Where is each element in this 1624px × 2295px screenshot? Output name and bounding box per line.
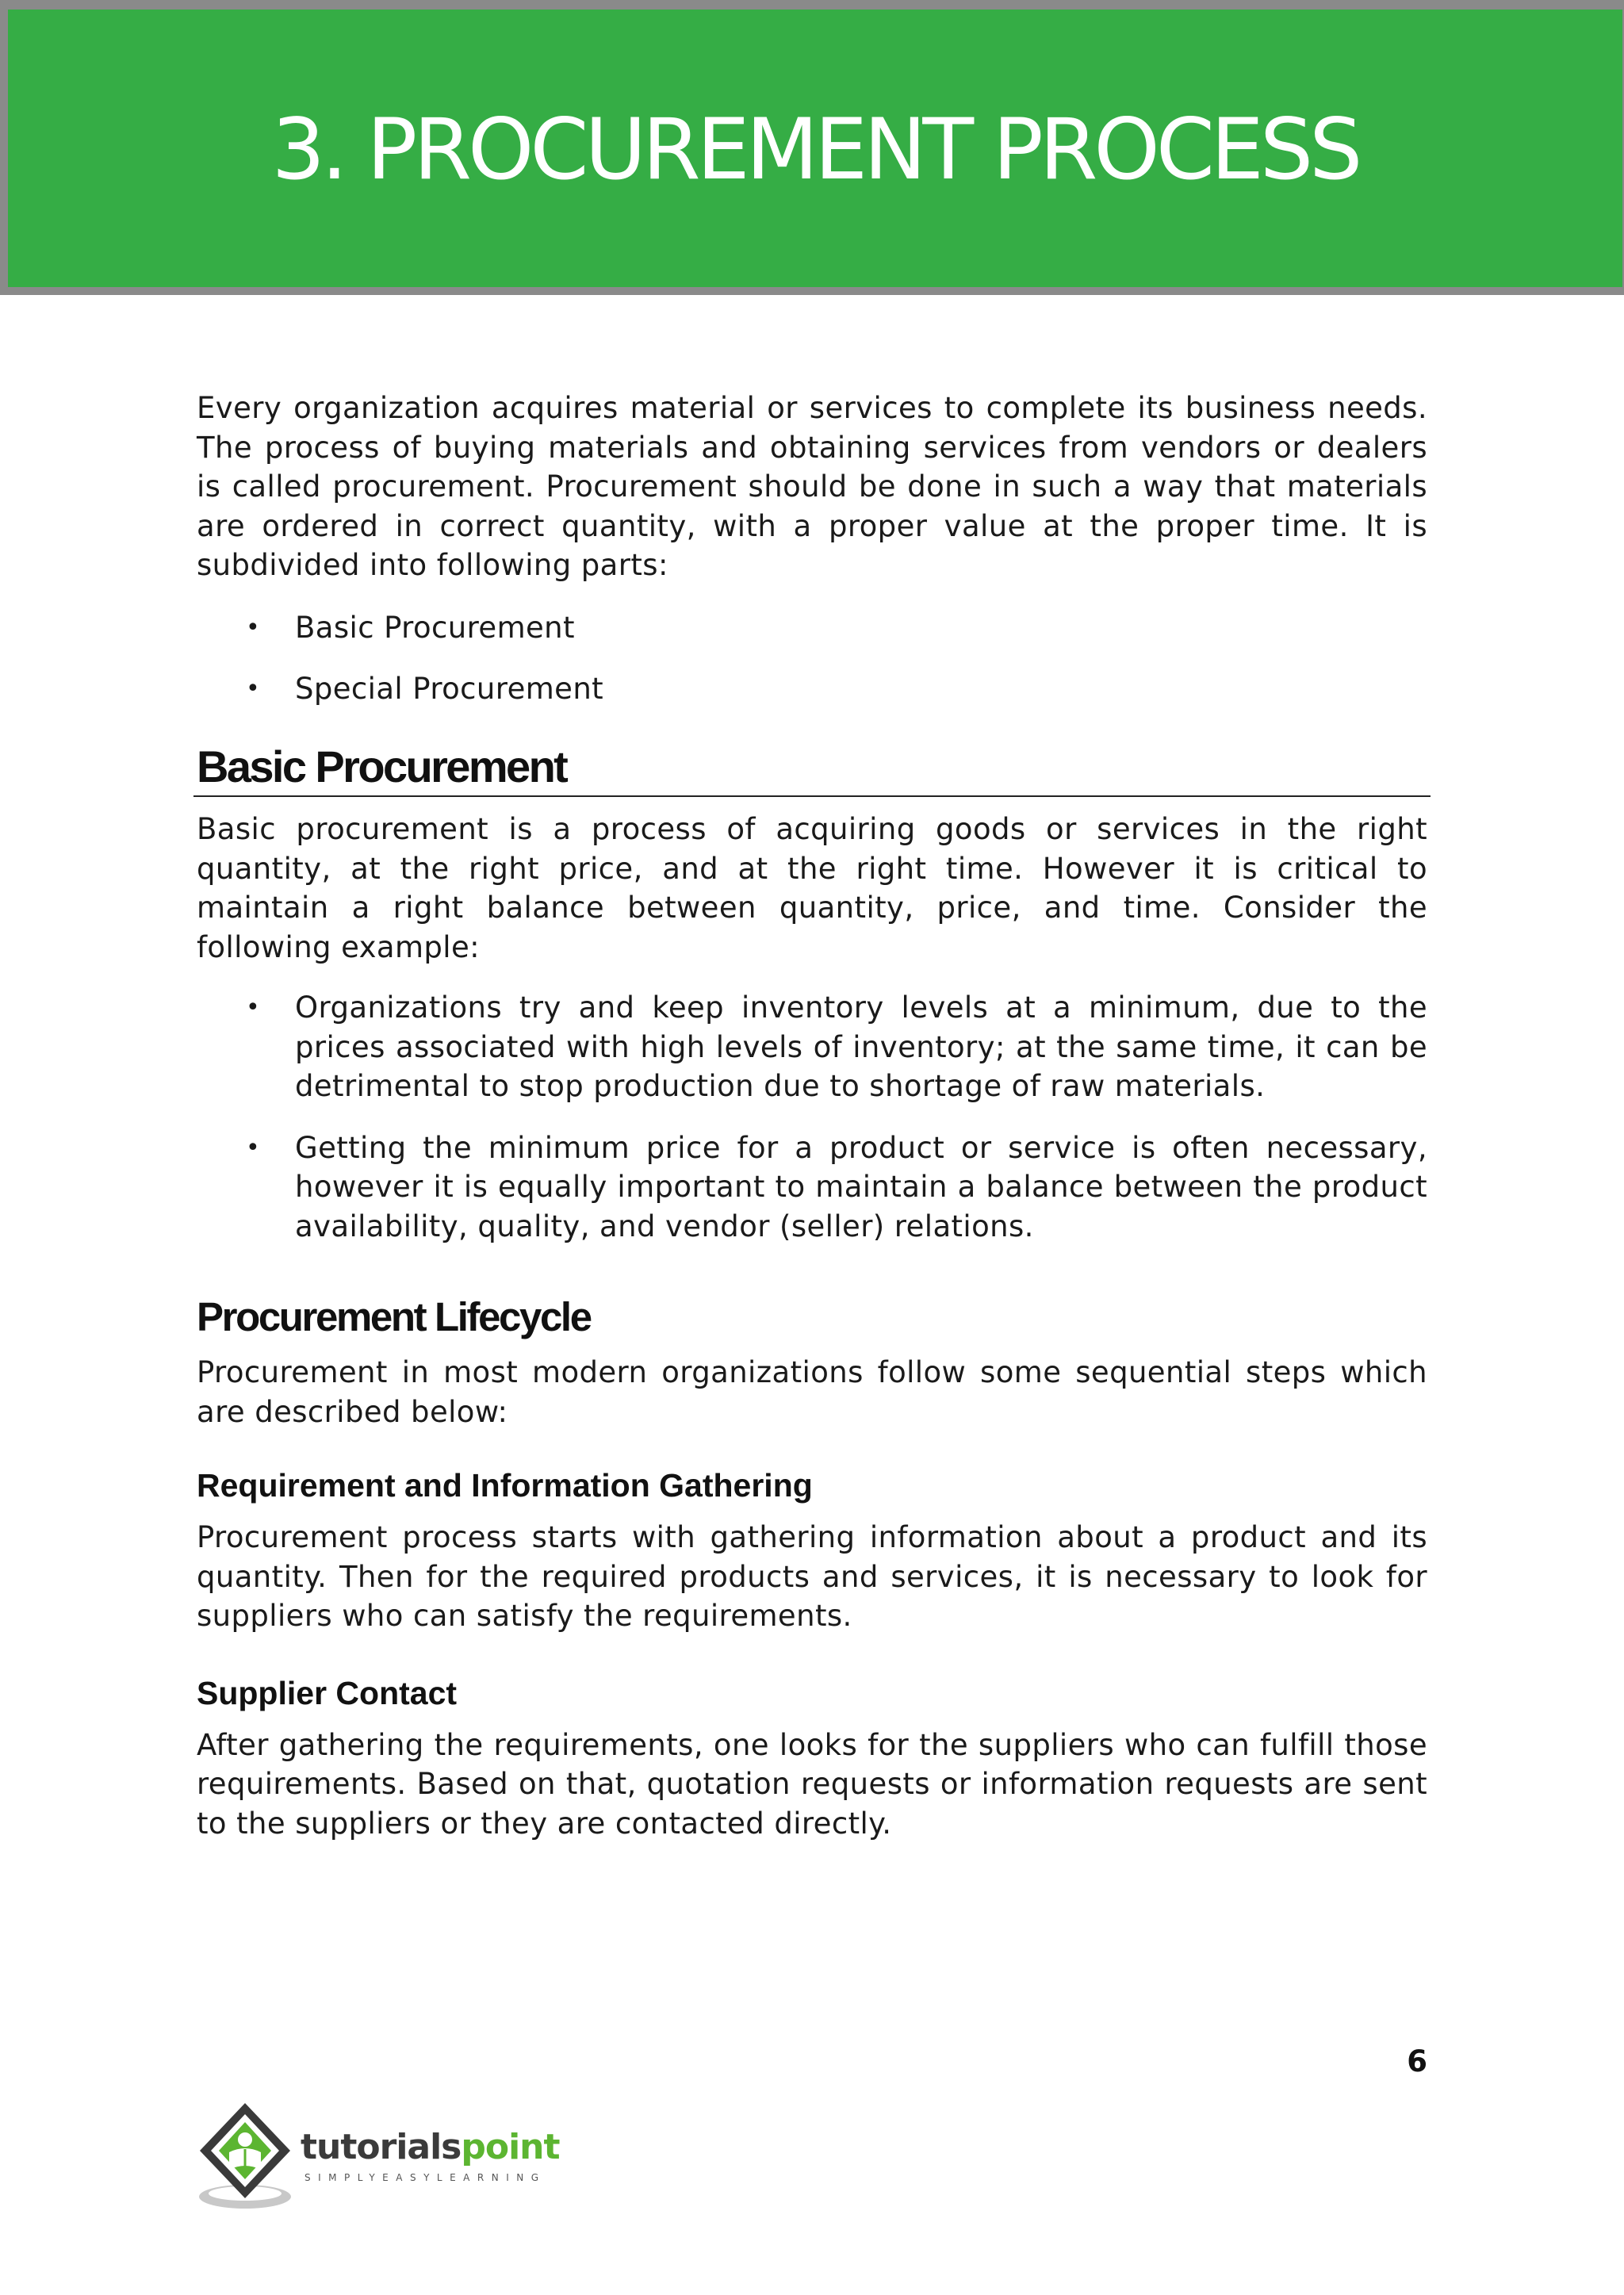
section-paragraph: Procurement in most modern organizations follow some sequential steps which are described below: xyxy=(197,1355,1427,1429)
page-content xyxy=(197,389,1427,1843)
intro-bullet-list xyxy=(197,608,1427,709)
section-heading: Procurement Lifecycle xyxy=(197,1294,591,1340)
basic-bullet-list xyxy=(197,988,1427,1246)
logo-wordmark-part: tutorials xyxy=(301,2127,462,2167)
list-item xyxy=(197,608,1427,648)
subsection-heading: Supplier Contact xyxy=(197,1674,458,1711)
list-item-text: Basic Procurement xyxy=(295,610,575,645)
subsection-paragraph: Procurement process starts with gathering information about a product and its quantity. Then for the required products and services, it is necessary to look for suppliers who can satisfy the requirements. xyxy=(197,1520,1427,1634)
section-requirement-gathering xyxy=(197,1468,1427,1636)
section-procurement-lifecycle xyxy=(197,1295,1427,1431)
logo-emblem-icon xyxy=(193,2100,297,2219)
bullet-icon: • xyxy=(246,675,261,703)
logo-wordmark xyxy=(301,2127,560,2167)
tutorialspoint-logo xyxy=(193,2100,566,2219)
list-item xyxy=(197,669,1427,709)
subsection-heading: Requirement and Information Gathering xyxy=(197,1467,813,1504)
page-number: 6 xyxy=(1407,2044,1427,2079)
chapter-title: 3. PROCUREMENT PROCESS xyxy=(271,101,1359,198)
list-item-text: Special Procurement xyxy=(295,672,604,706)
section-heading: Basic Procurement xyxy=(197,741,567,791)
logo-tagline: SIMPLYEASYLEARNING xyxy=(304,2172,546,2183)
logo-wordmark-part: point xyxy=(461,2127,560,2167)
intro-paragraph: Every organization acquires material or services to complete its business needs. The process of buying materials and obtaining services from vendors or dealers is called procurement. Procurement should be done in such a way that materials are ordered in correct quantity, with a proper value at the proper time. It is subdivided into following parts: xyxy=(197,391,1427,582)
section-supplier-contact xyxy=(197,1676,1427,1844)
section-paragraph: Basic procurement is a process of acquiring goods or services in the right quantity, at the right price, and at the right time. However it is critical to maintain a right balance between quantity, price, and time. Consider the following example: xyxy=(197,812,1427,964)
chapter-header xyxy=(8,10,1622,287)
section-divider xyxy=(193,795,1431,797)
section-basic-procurement xyxy=(197,742,1427,1247)
list-item xyxy=(197,988,1427,1106)
list-item-text: Organizations try and keep inventory levels at a minimum, due to the prices associated with high levels of inventory; at the same time, it can be detrimental to stop production due to shortage of raw materials. xyxy=(295,990,1427,1104)
chapter-header-frame xyxy=(0,0,1624,295)
bullet-icon: • xyxy=(246,613,261,642)
list-item-text: Getting the minimum price for a product or service is often necessary, however it is equally important to maintain a balance between the product availability, quality, and vendor (seller) relations. xyxy=(295,1130,1427,1243)
bullet-icon: • xyxy=(246,1133,261,1162)
subsection-paragraph: After gathering the requirements, one looks for the suppliers who can fulfill those requirements. Based on that, quotation requests or information requests are sent to the suppliers or they are contacted directly. xyxy=(197,1727,1427,1841)
list-item xyxy=(197,1128,1427,1247)
bullet-icon: • xyxy=(246,994,261,1022)
